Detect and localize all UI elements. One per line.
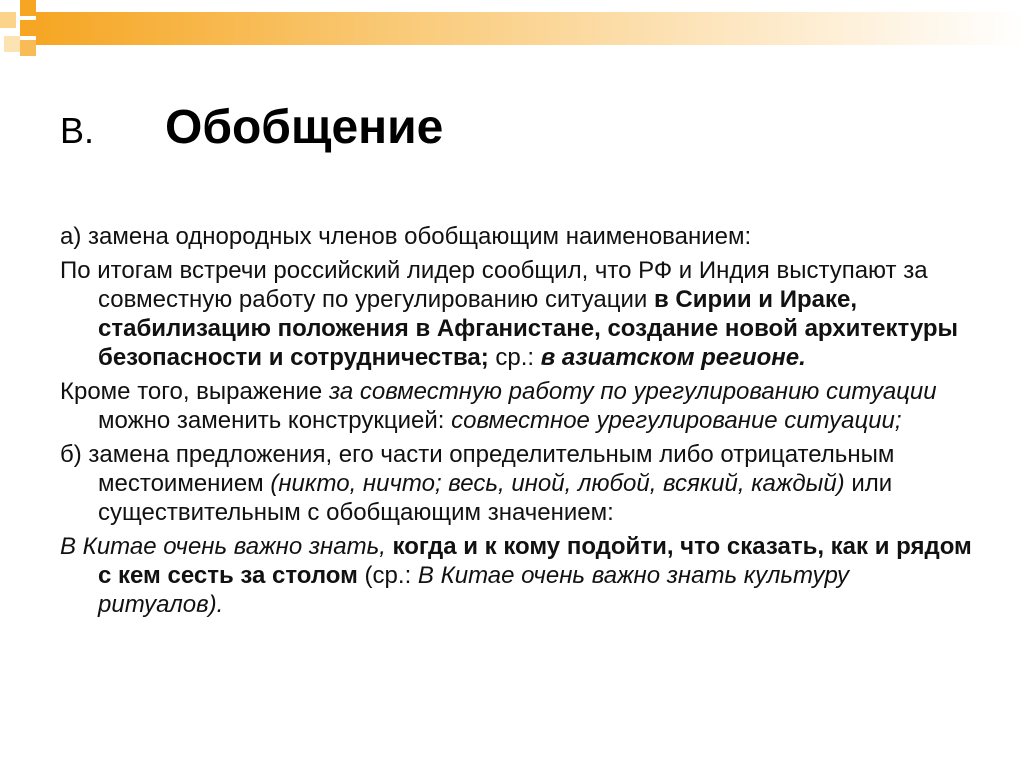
header-decoration (0, 0, 1024, 60)
text-run: Кроме того, выражение (60, 378, 329, 405)
decor-square (20, 20, 36, 36)
text-run: По итогам встречи российский лидер сообщил, что РФ и Индия выступают за совместную работу по урегулированию ситуации (60, 257, 928, 313)
text-run: б) замена предложения, его части определительным либо отрицательным местоимением (60, 441, 895, 497)
text-run: можно заменить конструкцией: (98, 407, 452, 434)
section-marker: В. (60, 110, 95, 151)
italic-run: совместное урегулирование ситуации; (451, 407, 902, 434)
decor-square (20, 0, 36, 16)
bold-run: когда и к кому подойти, что сказать, как и рядом с кем сесть за столом (98, 533, 972, 589)
paragraph-example-2 (60, 532, 980, 619)
italic-run: (никто, ничто; весь, иной, любой, всякий, каждый) (270, 470, 845, 497)
bold-italic-run: в азиатском регионе. (540, 344, 806, 371)
decor-square (0, 12, 16, 28)
italic-run: В Китае очень важно знать, (60, 533, 386, 560)
slide-title (60, 100, 443, 160)
slide-body (60, 222, 980, 624)
title-text: Обобщение (165, 101, 444, 154)
text-run: или существительным с обобщающим значением: (98, 470, 893, 526)
text-run: (ср.: (357, 562, 418, 589)
paragraph-rule-b (60, 440, 980, 527)
decor-square (20, 40, 36, 56)
italic-run: за совместную работу по урегулированию ситуации (328, 378, 937, 405)
text-run: а) замена однородных членов обобщающим наименованием: (60, 223, 752, 250)
paragraph-rule-a (60, 222, 980, 251)
paragraph-comment (60, 377, 980, 435)
bold-run: в Сирии и Ираке, стабилизацию положения в Афганистане, создание новой архитектуры безопасности и сотрудничества; (98, 286, 959, 371)
decor-square (4, 36, 20, 52)
italic-run: В Китае очень важно знать культуру ритуалов). (98, 562, 850, 618)
header-gradient-bar (36, 12, 1024, 45)
paragraph-example-1 (60, 256, 980, 372)
text-run: ср.: (488, 344, 541, 371)
